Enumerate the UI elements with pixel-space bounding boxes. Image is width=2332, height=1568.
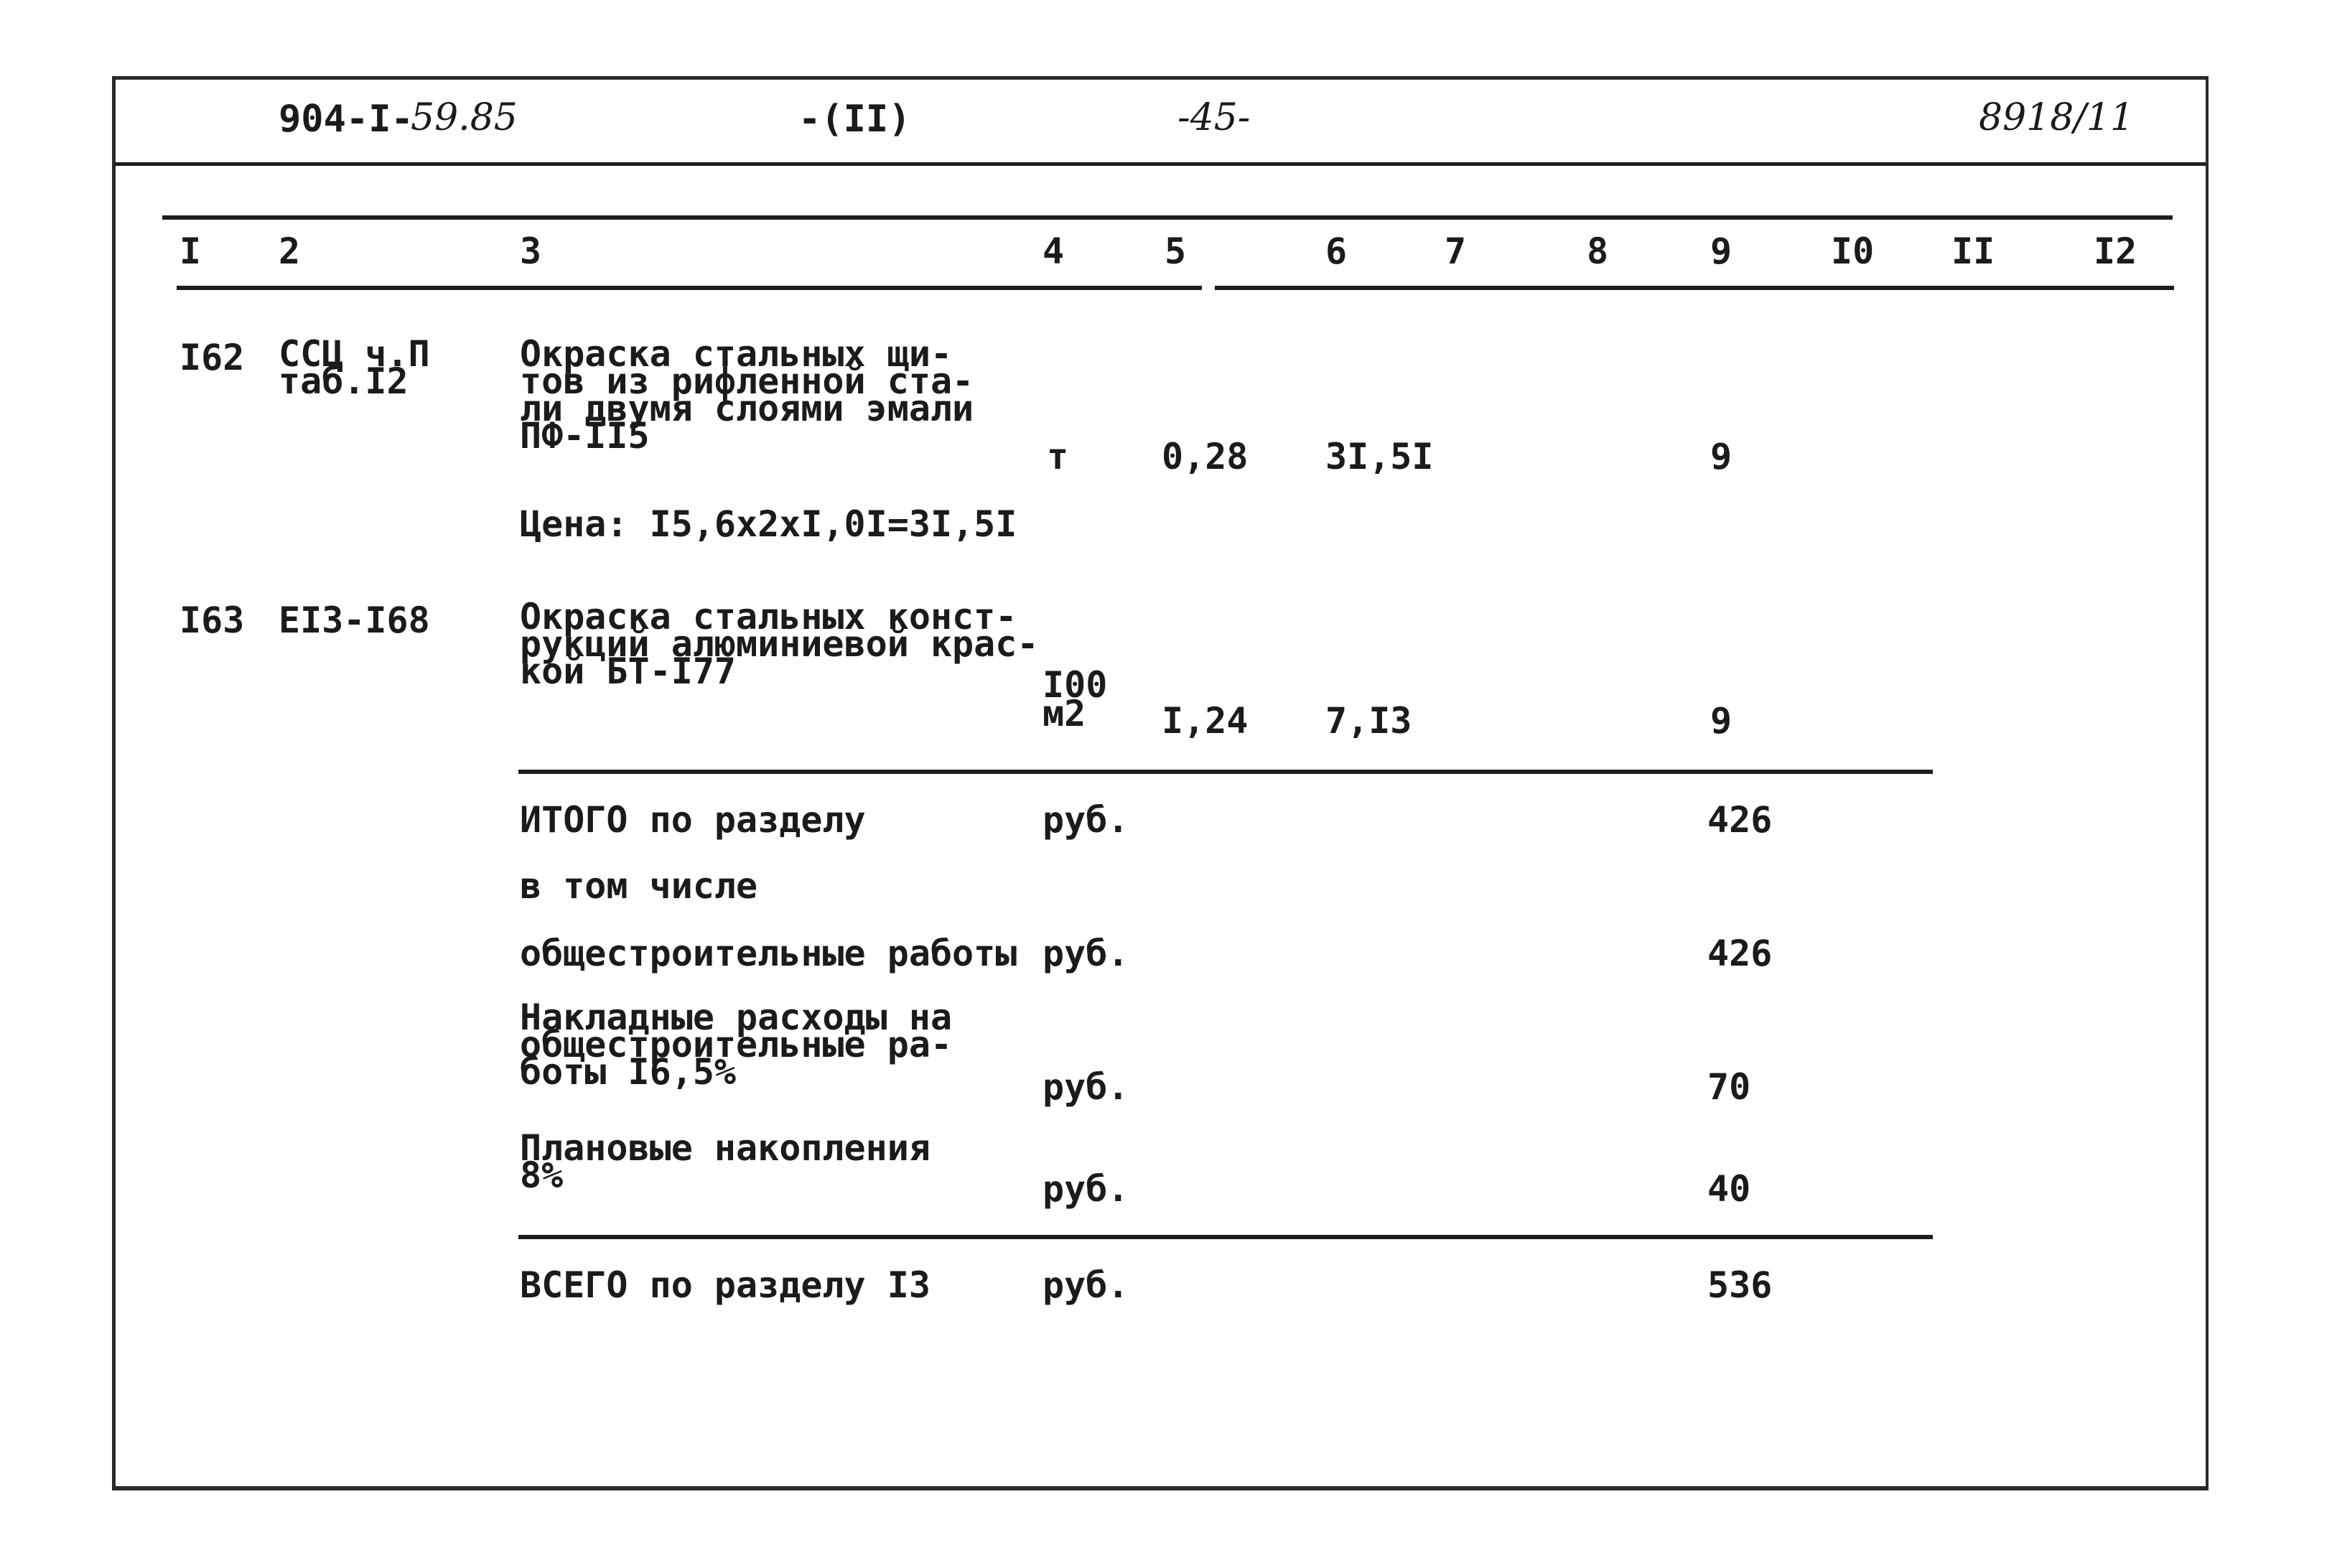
total-unit-planned-savings: руб.	[1043, 1168, 1129, 1210]
total-value-general-construction: 426	[1707, 933, 1773, 974]
col-header-3: 3	[520, 230, 542, 272]
total-value-overhead: 70	[1707, 1066, 1751, 1108]
column-header-bottom-rule-left	[177, 286, 1202, 290]
col-header-11: II	[1951, 230, 1995, 272]
total-label-general-construction: общестроительные работы	[520, 933, 1017, 974]
total-label-planned-savings: Плановые накопления 8%	[520, 1127, 931, 1196]
row-163-unit: I00 м2	[1043, 664, 1108, 734]
row-162-col9: 9	[1710, 436, 1732, 477]
row-162-price: 3I,5I	[1325, 436, 1434, 477]
doc-code-prefix: 904-I-	[279, 98, 414, 141]
header-divider	[115, 162, 2206, 166]
total-label-overhead: Накладные расходы на общестроительные ра- боты I6,5%	[520, 997, 953, 1093]
total-unit-overhead: руб.	[1043, 1066, 1129, 1108]
grand-total-rule	[518, 1235, 1933, 1239]
subtotal-rule	[518, 770, 1933, 774]
row-163-price: 7,I3	[1325, 700, 1412, 742]
row-162-unit: т	[1047, 436, 1069, 477]
total-unit-general-construction: руб.	[1043, 933, 1129, 974]
total-label-itogo: ИТОГО по разделу	[520, 799, 866, 841]
row-163-quantity: I,24	[1162, 700, 1249, 742]
row-163-description: Окраска стальных конст- рукций алюминиевой крас- кой БТ-I77	[520, 596, 1039, 692]
row-162-description: Окраска стальных щи- тов из рифленной ста- ли двумя слоями эмали ПФ-II5	[520, 333, 974, 457]
total-unit-itogo: руб.	[1043, 799, 1129, 841]
row-163-code: EI3-I68	[279, 599, 430, 641]
col-header-10: I0	[1831, 230, 1875, 272]
grand-total-label: ВСЕГО по разделу I3	[520, 1264, 931, 1306]
grand-total-value: 536	[1707, 1264, 1773, 1306]
column-header-top-rule	[162, 215, 2173, 220]
row-162-code: ССЦ ч.П таб.I2	[279, 333, 430, 402]
row-163-col9: 9	[1710, 700, 1732, 742]
col-header-6: 6	[1325, 230, 1348, 272]
col-header-12: I2	[2094, 230, 2137, 272]
grand-total-unit: руб.	[1043, 1264, 1129, 1306]
col-header-8: 8	[1587, 230, 1609, 272]
row-162-quantity: 0,28	[1162, 436, 1249, 477]
inventory-number: 8918/11	[1979, 96, 2135, 139]
total-value-itogo: 426	[1707, 799, 1773, 841]
col-header-2: 2	[279, 230, 301, 272]
col-header-4: 4	[1043, 230, 1065, 272]
column-header-bottom-rule-right	[1215, 286, 2174, 290]
col-header-5: 5	[1165, 230, 1187, 272]
row-163-number: I63	[179, 599, 245, 641]
col-header-9: 9	[1710, 230, 1732, 272]
row-162-number: I62	[179, 337, 245, 378]
col-header-1: I	[179, 230, 202, 272]
total-value-planned-savings: 40	[1707, 1168, 1751, 1210]
col-header-7: 7	[1445, 230, 1467, 272]
row-162-price-note: Цена: I5,6x2xI,0I=3I,5I	[520, 503, 1017, 545]
section-number: -(II)	[798, 98, 911, 141]
total-label-including: в том числе	[520, 865, 758, 907]
doc-code-suffix: 59.85	[411, 96, 518, 139]
page-number: -45-	[1177, 96, 1251, 139]
